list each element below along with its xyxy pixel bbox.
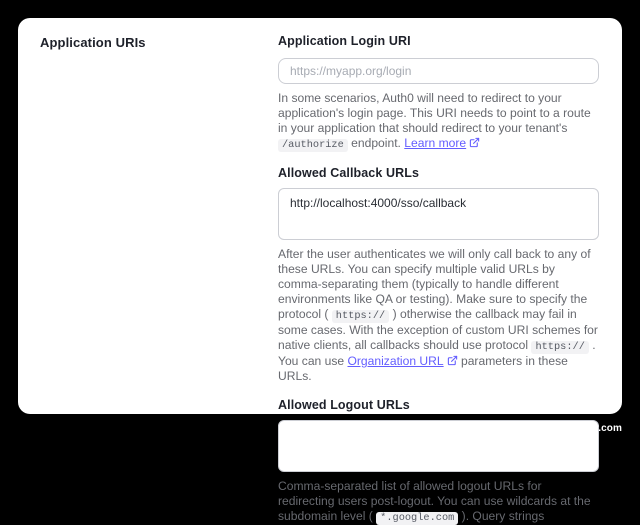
logout-help-text-1: Comma-separated list of allowed logout URLs for redirecting users post-logout. You can use wildcards at the subdomain level ( xyxy=(278,479,591,523)
wildcard-domain-chip: *.google.com xyxy=(376,512,458,525)
https-protocol-chip: https:// xyxy=(332,310,389,323)
callback-urls-label: Allowed Callback URLs xyxy=(278,166,420,180)
organization-url-link[interactable]: Organization URL xyxy=(347,354,444,368)
section-title: Application URIs xyxy=(40,35,146,50)
logout-help-text-2: ). Query strings xyxy=(458,509,545,523)
callback-urls-textarea[interactable] xyxy=(278,188,599,240)
https-protocol-chip: https:// xyxy=(531,341,588,354)
form-column xyxy=(278,34,599,525)
callback-urls-help xyxy=(278,247,599,384)
external-link-icon xyxy=(469,137,480,148)
logout-urls-help xyxy=(278,479,599,525)
login-uri-help-text-2: endpoint. xyxy=(347,136,405,150)
callback-help-text-3: . You can use xyxy=(278,338,596,368)
login-uri-help xyxy=(278,91,599,152)
external-link-icon xyxy=(447,355,458,366)
watermark-label: Screenshot by Xnapper.com xyxy=(485,423,622,434)
callback-help-text-1: After the user authenticates we will only call back to any of these URLs. You can specify multiple valid URLs by comma-separating them (typically to handle different environments like QA or testing). Make sure to specify the protocol ( xyxy=(278,247,591,321)
login-uri-help-text-1: In some scenarios, Auth0 will need to redirect to your application's login page. This URI needs to point to a route in your application that should redirect to your tenant's xyxy=(278,91,591,135)
learn-more-link[interactable]: Learn more xyxy=(404,136,467,150)
logout-urls-label: Allowed Logout URLs xyxy=(278,398,410,412)
authorize-endpoint-chip: /authorize xyxy=(278,139,348,152)
login-uri-input[interactable] xyxy=(278,58,599,84)
callback-help-text-4: parameters in these URLs. xyxy=(278,354,568,383)
callback-help-text-2: ) otherwise the callback may fail in some cases. With the exception of custom URI schemes for native clients, all callbacks should use protocol xyxy=(278,307,598,352)
login-uri-label: Application Login URI xyxy=(278,34,411,48)
